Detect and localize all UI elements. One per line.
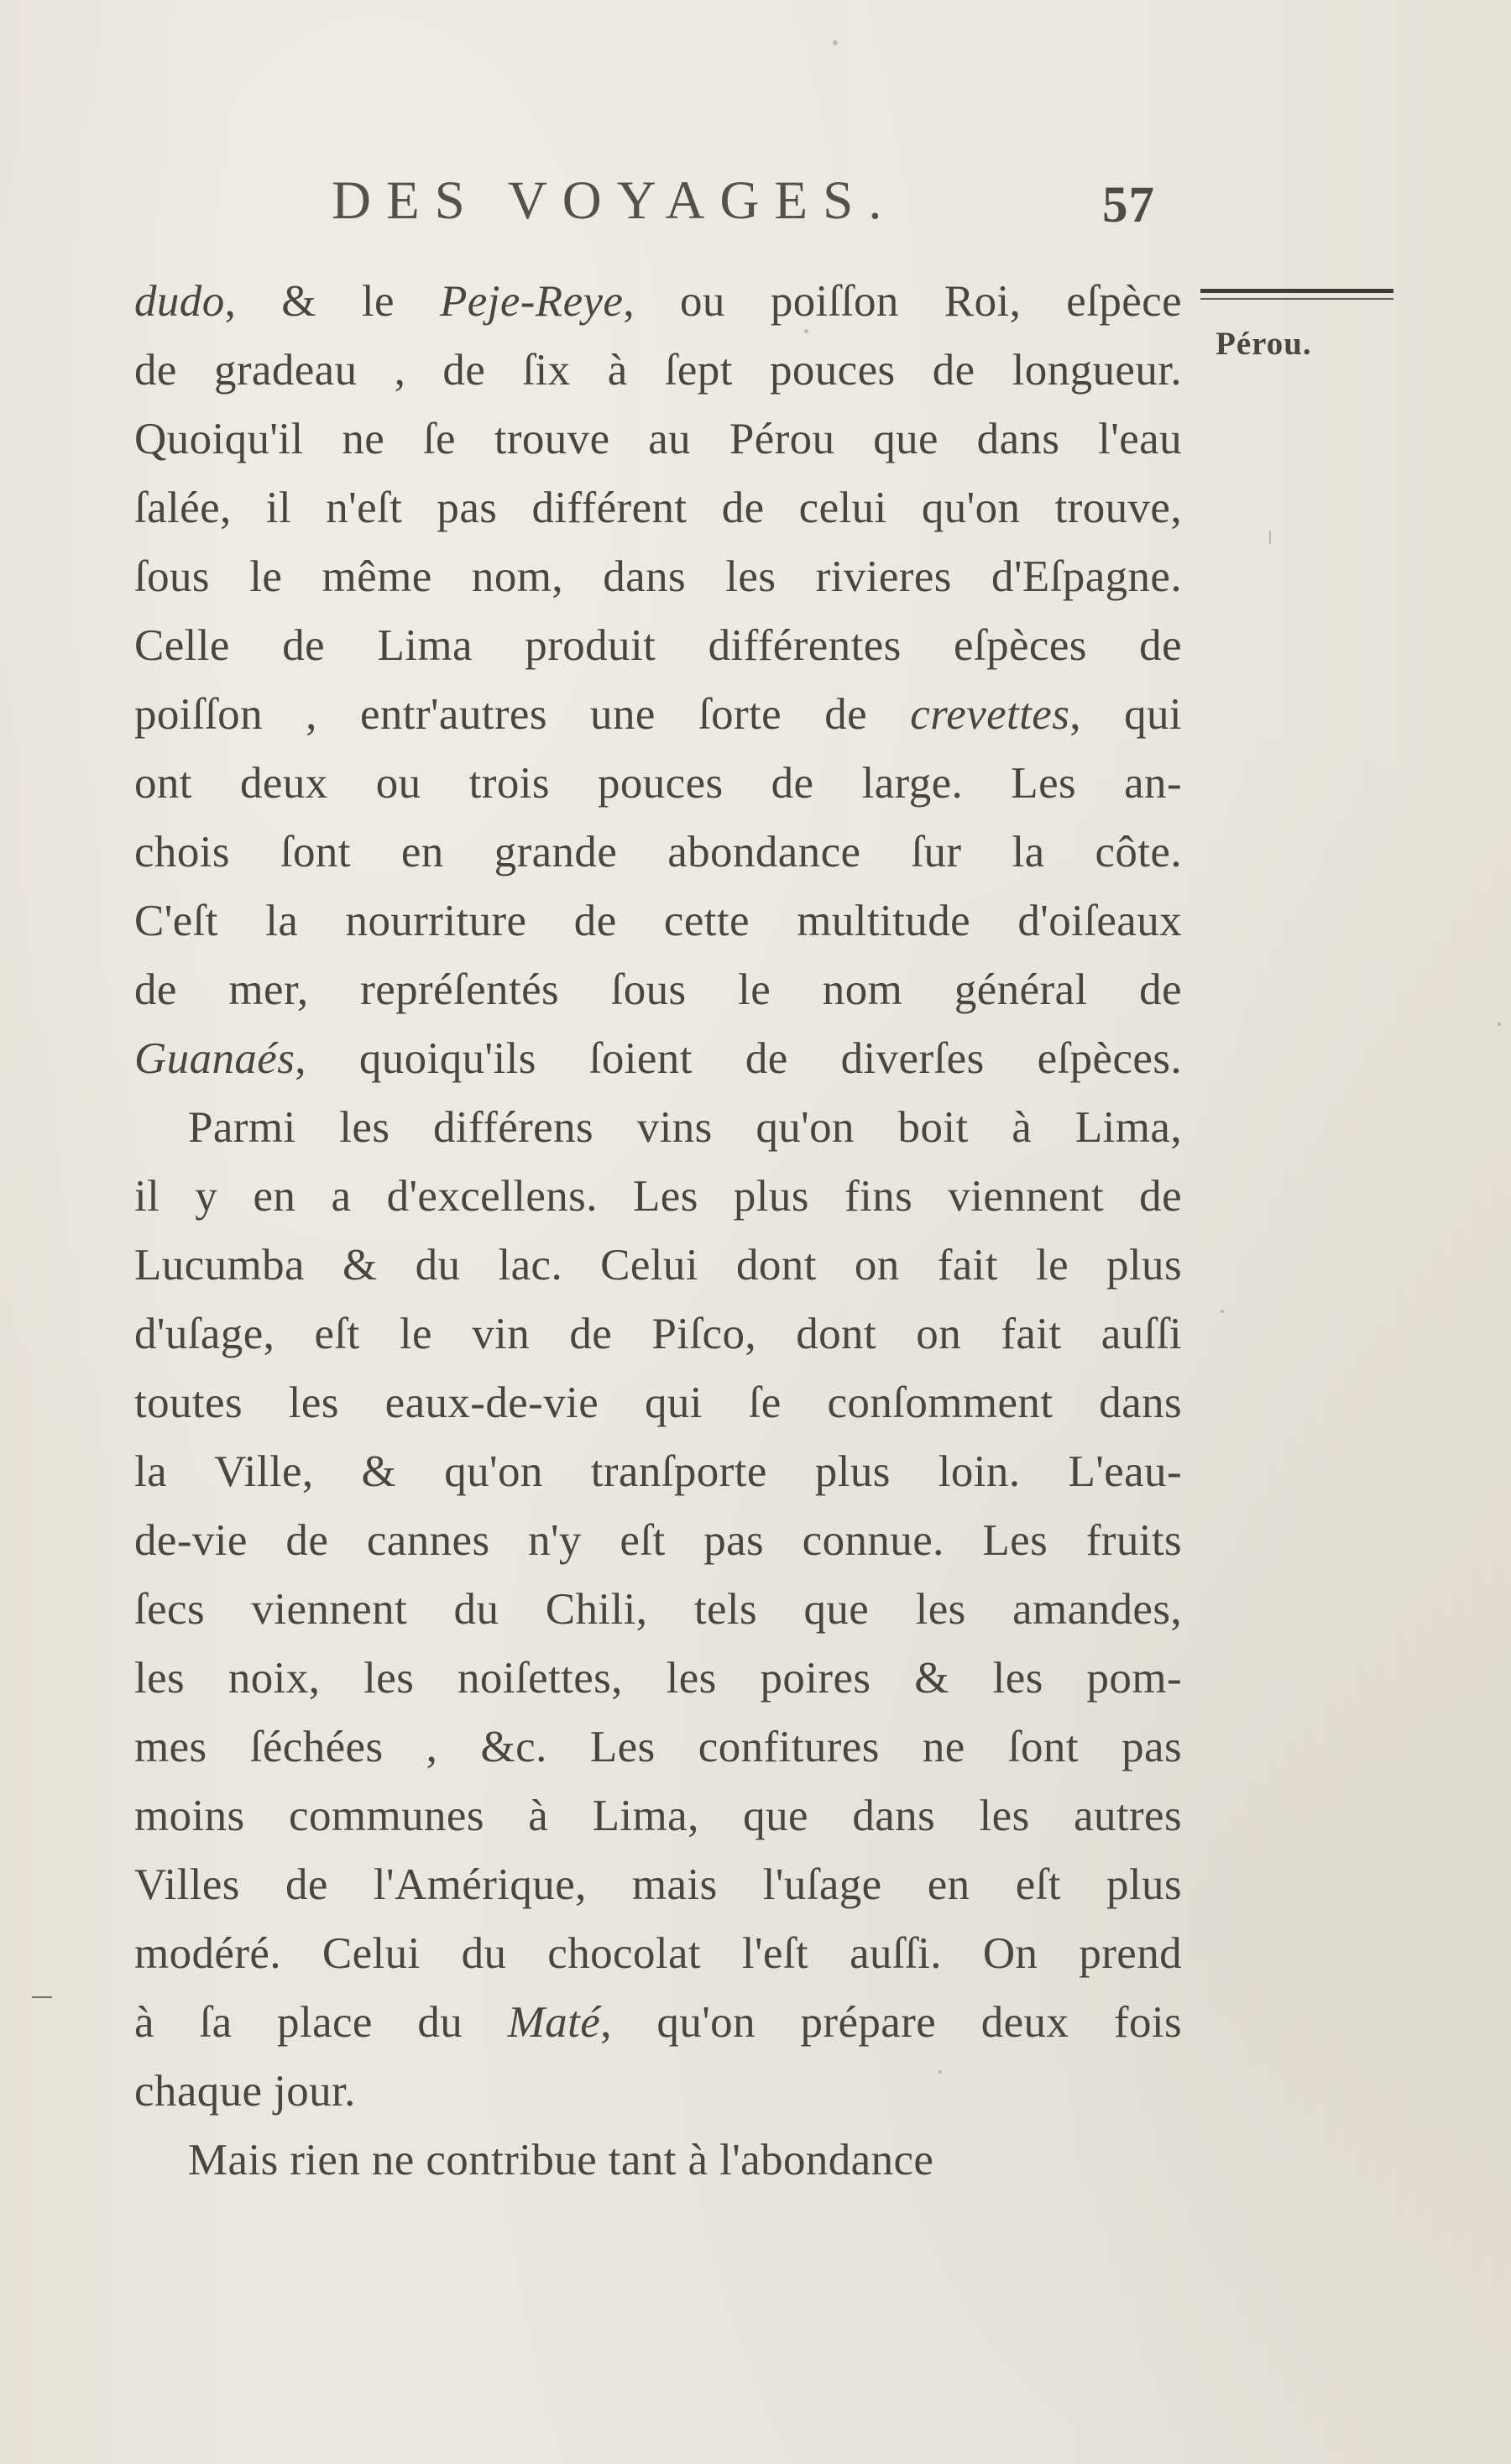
text-segment: Villes de l'Amérique, mais l'uſage en eſt plus (134, 1860, 1182, 1909)
text-line-1 (134, 267, 1182, 336)
text-line-12 (134, 1024, 1182, 1093)
text-line-25 (134, 1919, 1182, 1988)
text-line-17 (134, 1368, 1182, 1437)
text-line-16 (134, 1300, 1182, 1368)
text-segment: ont deux ou trois pouces de large. Les an- (134, 759, 1182, 808)
italic-text: crevettes (910, 690, 1070, 739)
text-segment: de mer, repréſentés ſous le nom général de (134, 965, 1182, 1014)
text-segment: chaque jour. (134, 2067, 356, 2116)
text-line-22 (134, 1713, 1182, 1781)
text-line-14 (134, 1162, 1182, 1231)
text-line-27 (134, 2057, 1182, 2126)
text-segment: Lucumba & du lac. Celui dont on fait le plus (134, 1241, 1182, 1290)
text-segment: moins communes à Lima, que dans les autres (134, 1792, 1182, 1840)
italic-text: Maté (507, 1998, 601, 2047)
text-segment: Mais rien ne contribue tant à l'abondance (188, 2136, 934, 2184)
paper-speck (1498, 1023, 1501, 1026)
margin-rule (1200, 285, 1393, 309)
text-segment: , qu'on prépare deux fois (600, 1998, 1182, 2047)
text-segment: , quoiqu'ils ſoient de diverſes eſpèces. (295, 1034, 1182, 1083)
text-segment: ſalée, il n'eſt pas différent de celui qu'on trouve, (134, 484, 1182, 532)
text-segment: ſous le même nom, dans les rivieres d'Eſpagne. (134, 552, 1182, 601)
page-number: 57 (1102, 177, 1155, 233)
text-segment: , & le (224, 277, 440, 326)
text-line-26 (134, 1988, 1182, 2057)
text-line-3 (134, 405, 1182, 473)
text-line-2 (134, 336, 1182, 405)
text-line-23 (134, 1781, 1182, 1850)
text-segment: Parmi les différens vins qu'on boit à Lima, (188, 1103, 1182, 1152)
text-segment: modéré. Celui du chocolat l'eſt auſſi. On prend (134, 1929, 1182, 1978)
text-segment: mes ſéchées , &c. Les confitures ne ſont pas (134, 1723, 1182, 1771)
text-line-11 (134, 955, 1182, 1024)
text-segment: chois ſont en grande abondance ſur la côte. (134, 828, 1182, 876)
body-text (134, 267, 1182, 2206)
left-margin-mark (32, 1996, 52, 1998)
text-line-28 (188, 2126, 1182, 2195)
text-segment: toutes les eaux-de-vie qui ſe conſomment dans (134, 1378, 1182, 1427)
margin-rule-bottom (1200, 298, 1393, 300)
text-line-6 (134, 611, 1182, 680)
text-segment: C'eſt la nourriture de cette multitude d'oiſeaux (134, 897, 1182, 945)
paper-speck (1221, 1310, 1224, 1313)
text-line-24 (134, 1850, 1182, 1919)
text-segment: ſecs viennent du Chili, tels que les amandes, (134, 1585, 1182, 1634)
paper-speck (833, 40, 838, 45)
text-segment: , ou poiſſon Roi, eſpèce (623, 277, 1182, 326)
text-line-8 (134, 749, 1182, 818)
text-line-4 (134, 473, 1182, 542)
text-line-15 (134, 1231, 1182, 1300)
running-head: DES VOYAGES. (332, 170, 897, 231)
text-segment: Quoiqu'il ne ſe trouve au Pérou que dans l'eau (134, 415, 1182, 463)
margin-rule-top (1200, 289, 1393, 293)
italic-text: Peje-Reye (440, 277, 624, 326)
text-line-5 (134, 542, 1182, 611)
text-segment: poiſſon , entr'autres une ſorte de (134, 690, 911, 739)
text-segment: Celle de Lima produit différentes eſpèces de (134, 621, 1182, 670)
text-line-18 (134, 1437, 1182, 1506)
text-segment: à ſa place du (134, 1998, 508, 2047)
margin-note: Pérou. (1216, 326, 1312, 362)
text-line-9 (134, 818, 1182, 887)
italic-text: dudo (134, 277, 225, 326)
text-segment: il y en a d'excellens. Les plus fins viennent de (134, 1172, 1182, 1221)
right-margin-tick (1269, 531, 1271, 544)
text-segment: la Ville, & qu'on tranſporte plus loin. L'eau- (134, 1447, 1182, 1496)
text-line-19 (134, 1506, 1182, 1575)
text-segment: de gradeau , de ſix à ſept pouces de longueur. (134, 346, 1182, 395)
text-line-21 (134, 1644, 1182, 1713)
text-line-7 (134, 680, 1182, 749)
text-segment: les noix, les noiſettes, les poires & les pom- (134, 1654, 1182, 1703)
text-line-10 (134, 887, 1182, 955)
text-segment: de-vie de cannes n'y eſt pas connue. Les fruits (134, 1516, 1182, 1565)
text-line-13 (188, 1093, 1182, 1162)
page-header (332, 170, 1205, 245)
text-line-20 (134, 1575, 1182, 1644)
text-segment: d'uſage, eſt le vin de Piſco, dont on fait auſſi (134, 1310, 1182, 1358)
italic-text: Guanaés (134, 1034, 295, 1083)
text-segment: , qui (1069, 690, 1183, 739)
